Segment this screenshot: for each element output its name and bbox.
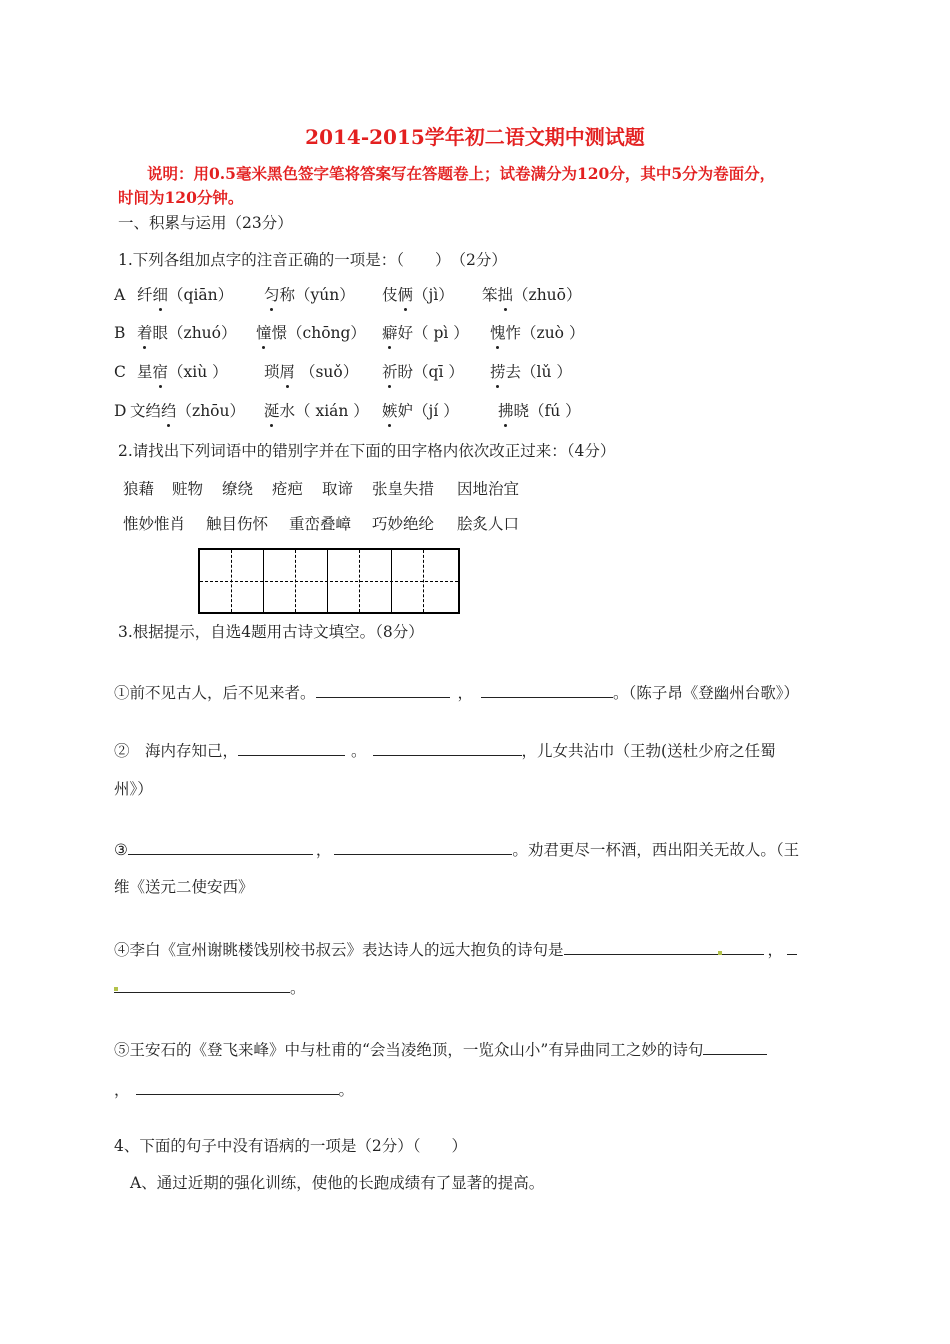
answer-blank[interactable] — [136, 1078, 339, 1095]
option-item: 嫉妒（jí ） — [382, 402, 459, 420]
page-title: 2014-2015学年初二语文期中测试题 — [305, 125, 645, 149]
option-item: 拂晓（fú ） — [498, 402, 581, 420]
option-letter: C — [114, 363, 126, 381]
word: 张皇失措 — [372, 480, 435, 498]
word: 触目伤怀 — [206, 515, 269, 533]
question-1-stem: 1.下列各组加点字的注音正确的一项是：（ ） （2分） — [118, 251, 507, 269]
question-4-stem: 4、下面的句子中没有语病的一项是（2分）（ ） — [114, 1137, 467, 1155]
answer-blank[interactable] — [128, 838, 313, 855]
answer-blank[interactable] — [373, 739, 522, 756]
option-letter: B — [114, 324, 126, 342]
option-item: 匀称（yún） — [264, 286, 355, 304]
word: 狼藉 — [123, 480, 155, 498]
answer-blank[interactable] — [316, 681, 450, 698]
option-item: 捞去（lǔ ） — [490, 363, 572, 381]
word: 重峦叠嶂 — [289, 515, 352, 533]
q3-item-1: ①前不见古人，后不见来者。 ， 。（陈子昂《登幽州台歌》） — [114, 681, 799, 703]
question-2-stem: 2.请找出下列词语中的错别字并在下面的田字格内依次改正过来：（4分） — [118, 442, 616, 460]
option-item: 祈盼（qī ） — [382, 363, 464, 381]
word: 惟妙惟肖 — [123, 515, 186, 533]
answer-blank[interactable] — [114, 976, 290, 993]
option-item: 愧怍（zuò ） — [490, 324, 585, 342]
instructions-line-2: 时间为120分钟。 — [118, 188, 244, 207]
answer-blank[interactable] — [564, 938, 764, 955]
option-item: 文绉绉（zhōu） — [130, 402, 245, 420]
ink-speck — [718, 951, 722, 955]
answer-blank[interactable] — [703, 1038, 767, 1055]
word: 脍炙人口 — [457, 515, 520, 533]
option-letter: D — [114, 402, 127, 420]
option-item: 琐屑 （suǒ） — [264, 363, 359, 381]
word: 巧妙绝纶 — [372, 515, 435, 533]
tianzige-grid[interactable] — [198, 548, 460, 614]
answer-blank[interactable] — [238, 739, 345, 756]
answer-blank[interactable] — [334, 838, 512, 855]
option-item: 笨拙（zhuō） — [482, 286, 582, 304]
option-item: 星宿（xiù ） — [137, 363, 228, 381]
option-item: 纤细（qiān） — [137, 286, 234, 304]
word: 取谛 — [322, 480, 354, 498]
question-3-stem: 3.根据提示，自选4题用古诗文填空。（8分） — [118, 623, 424, 641]
option-item: 涎水（ xián ） — [264, 402, 369, 420]
instructions-line-1: 说明：用0.5毫米黑色签字笔将答案写在答题卷上；试卷满分为120分，其中5分为卷面分， — [147, 164, 776, 183]
answer-blank[interactable] — [481, 681, 613, 698]
ink-speck — [114, 987, 118, 991]
section-heading: 一、积累与运用（23分） — [118, 214, 293, 232]
option-item: 憧憬（chōng） — [256, 324, 366, 342]
option-item: 伎俩（jì） — [382, 286, 454, 304]
q4-option-a: A、通过近期的强化训练，使他的长跑成绩有了显著的提高。 — [130, 1174, 545, 1192]
word: 疮疤 — [272, 480, 304, 498]
option-item: 癖好（ pì ） — [382, 324, 469, 342]
word: 赃物 — [172, 480, 204, 498]
option-letter: A — [114, 286, 126, 304]
answer-blank[interactable] — [787, 938, 797, 955]
option-item: 着眼（zhuó） — [137, 324, 237, 342]
word: 因地治宜 — [457, 480, 520, 498]
word: 缭绕 — [222, 480, 254, 498]
